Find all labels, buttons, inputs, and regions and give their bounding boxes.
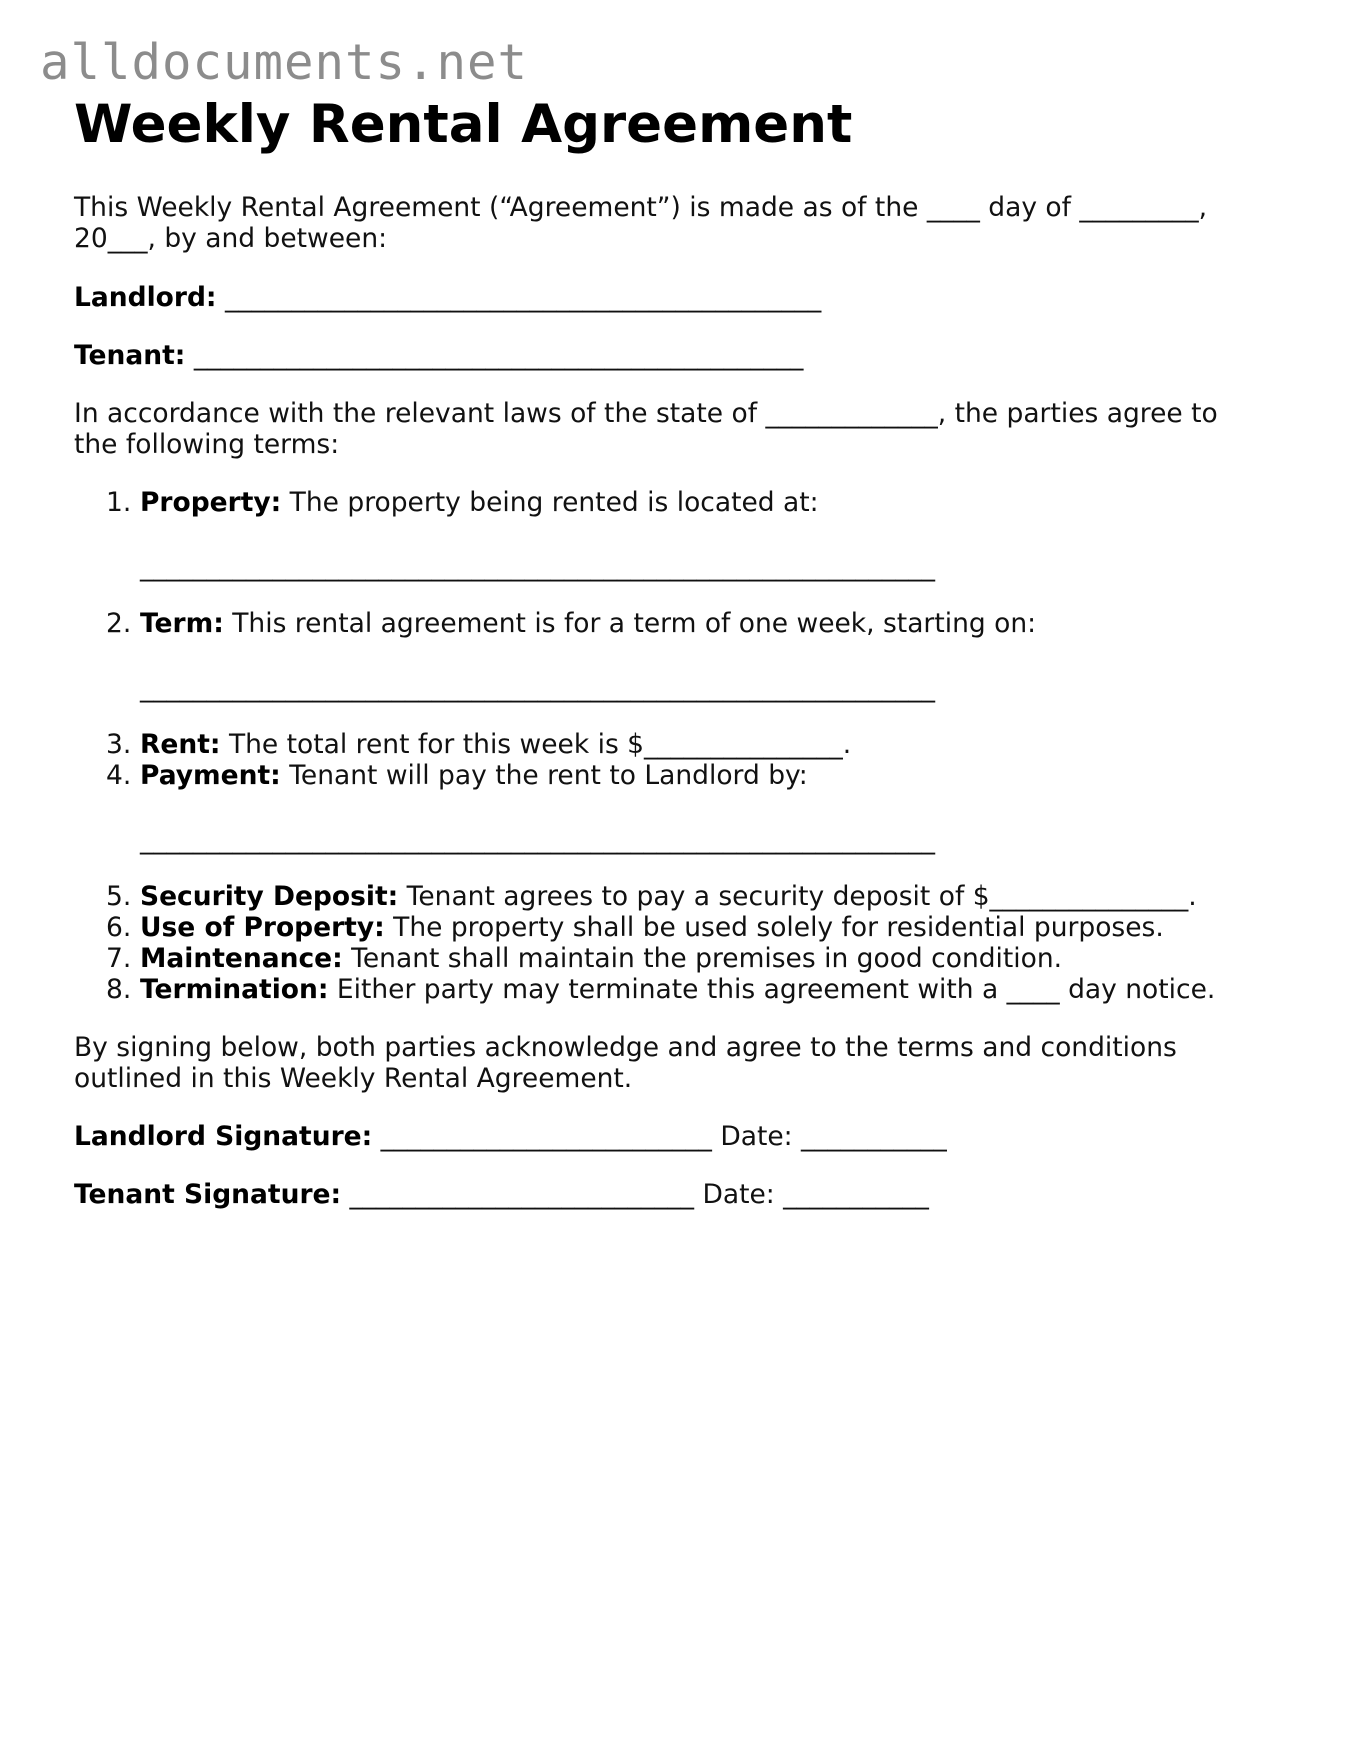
term-text: Either party may terminate this agreement with a ____ day notice. <box>328 974 1216 1005</box>
laws-paragraph <box>74 398 1254 460</box>
term-item-rent <box>74 729 1254 760</box>
tenant-label: Tenant: <box>74 340 186 371</box>
terms-list-4 <box>74 881 1254 1005</box>
term-number: 2. <box>106 608 132 639</box>
payment-method-blank[interactable]: ____________________________________________________________ <box>140 824 935 855</box>
term-number: 7. <box>106 943 132 974</box>
document-title: Weekly Rental Agreement <box>74 94 853 155</box>
term-item-property <box>74 487 1254 518</box>
acknowledgment-line-2: outlined in this Weekly Rental Agreement. <box>74 1063 633 1094</box>
landlord-signature-line[interactable] <box>74 1121 1254 1152</box>
intro-paragraph <box>74 192 1254 254</box>
term-number: 6. <box>106 912 132 943</box>
term-item-maintenance <box>74 943 1254 974</box>
landlord-label: Landlord: <box>74 282 217 313</box>
term-number: 4. <box>106 760 132 791</box>
term-text: The property being rented is located at: <box>281 487 819 518</box>
tenant-blank[interactable]: ______________________________________________ <box>193 340 804 371</box>
tenant-field[interactable] <box>74 340 1254 371</box>
laws-line-1: In accordance with the relevant laws of the state of _____________, the parties agree to <box>74 398 1218 429</box>
term-label: Property: <box>140 487 282 518</box>
terms-list <box>74 487 1254 518</box>
laws-line-2: the following terms: <box>74 429 340 460</box>
acknowledgment-paragraph <box>74 1032 1254 1094</box>
watermark: alldocuments.net <box>40 34 529 91</box>
term-item-payment <box>74 760 1254 791</box>
term-text: The total rent for this week is $_______________. <box>220 729 852 760</box>
term-label: Security Deposit: <box>140 881 399 912</box>
term-item-termination <box>74 974 1254 1005</box>
term-number: 8. <box>106 974 132 1005</box>
term-label: Term: <box>140 608 224 639</box>
property-address-blank[interactable]: ____________________________________________________________ <box>140 551 935 582</box>
term-label: Termination: <box>140 974 329 1005</box>
term-number: 1. <box>106 487 132 518</box>
term-number: 5. <box>106 881 132 912</box>
term-text: The property shall be used solely for residential purposes. <box>384 912 1164 943</box>
term-label: Use of Property: <box>140 912 385 943</box>
term-number: 3. <box>106 729 132 760</box>
term-text: Tenant agrees to pay a security deposit of $_______________. <box>398 881 1197 912</box>
landlord-signature-blank[interactable]: _________________________ Date: ___________ <box>372 1121 947 1152</box>
term-item-term <box>74 608 1254 639</box>
tenant-signature-blank[interactable]: __________________________ Date: ___________ <box>341 1179 929 1210</box>
tenant-signature-label: Tenant Signature: <box>74 1179 342 1210</box>
term-label: Payment: <box>140 760 281 791</box>
terms-list-3 <box>74 729 1254 791</box>
start-date-blank[interactable]: ____________________________________________________________ <box>140 672 935 703</box>
term-item-use-of-property <box>74 912 1254 943</box>
term-item-security-deposit <box>74 881 1254 912</box>
term-label: Rent: <box>140 729 221 760</box>
landlord-signature-label: Landlord Signature: <box>74 1121 373 1152</box>
landlord-field[interactable] <box>74 282 1254 313</box>
document-body <box>74 92 1254 1210</box>
landlord-blank[interactable]: _____________________________________________ <box>224 282 822 313</box>
term-text: Tenant shall maintain the premises in good condition. <box>342 943 1063 974</box>
term-label: Maintenance: <box>140 943 343 974</box>
intro-line-1: This Weekly Rental Agreement (“Agreement”) is made as of the ____ day of _________, <box>74 192 1208 223</box>
tenant-signature-line[interactable] <box>74 1179 1254 1210</box>
acknowledgment-line-1: By signing below, both parties acknowledge and agree to the terms and conditions <box>74 1032 1177 1063</box>
terms-list-2 <box>74 608 1254 639</box>
intro-line-2: 20___, by and between: <box>74 223 388 254</box>
term-text: Tenant will pay the rent to Landlord by: <box>280 760 808 791</box>
term-text: This rental agreement is for a term of one week, starting on: <box>223 608 1037 639</box>
